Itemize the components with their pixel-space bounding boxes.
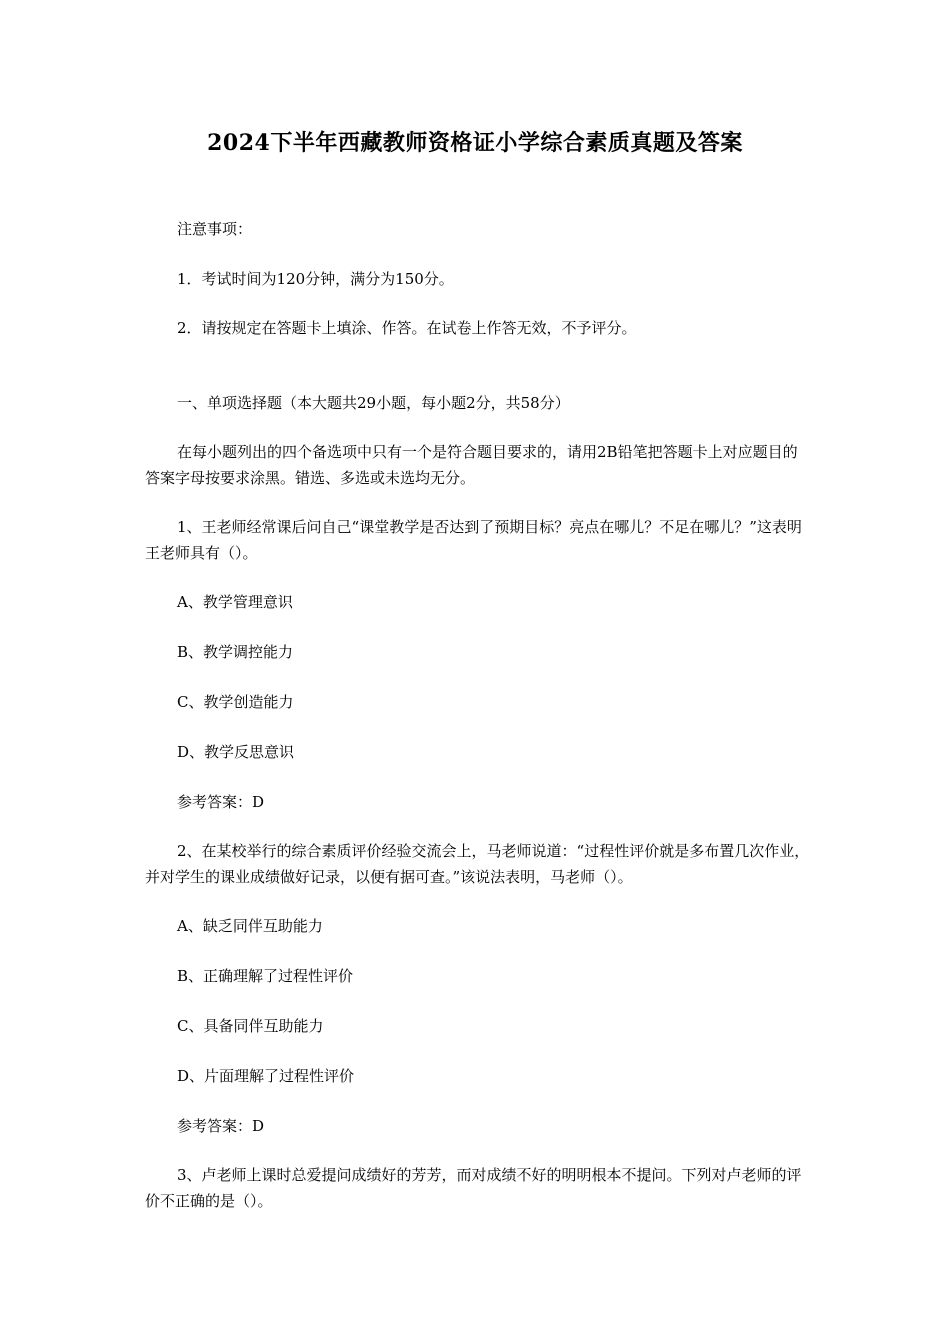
document-title: 2024下半年西藏教师资格证小学综合素质真题及答案 (207, 130, 743, 156)
question-2-option-d: D、片面理解了过程性评价 (177, 1067, 355, 1085)
question-1-option-b: B、教学调控能力 (177, 643, 294, 661)
question-2-option-c: C、具备同伴互助能力 (177, 1017, 324, 1035)
question-1-option-c: C、教学创造能力 (177, 693, 294, 711)
notice-item-1: 1．考试时间为120分钟，满分为150分。 (177, 270, 454, 288)
section-heading: 一、单项选择题（本大题共29小题，每小题2分，共58分） (177, 394, 570, 412)
section-instruction: 在每小题列出的四个备选项中只有一个是符合题目要求的，请用2B铅笔把答题卡上对应题目的答案字母按要求涂黑。错选、多选或未选均无分。 (145, 443, 798, 487)
question-3-stem: 3、卢老师上课时总爱提问成绩好的芳芳，而对成绩不好的明明根本不提问。下列对卢老师的评价不正确的是（）。 (145, 1166, 802, 1210)
notice-heading: 注意事项： (177, 220, 253, 238)
question-1-answer: 参考答案：D (177, 793, 265, 811)
question-2-answer: 参考答案：D (177, 1117, 265, 1135)
question-1-option-a: A、教学管理意识 (177, 593, 293, 611)
question-2-option-a: A、缺乏同伴互助能力 (177, 917, 323, 935)
question-2-stem: 2、在某校举行的综合素质评价经验交流会上，马老师说道：“过程性评价就是多布置几次作业，并对学生的课业成绩做好记录，以便有据可查。”该说法表明，马老师（）。 (145, 842, 810, 886)
notice-item-2: 2．请按规定在答题卡上填涂、作答。在试卷上作答无效，不予评分。 (177, 319, 637, 337)
question-1-option-d: D、教学反思意识 (177, 743, 295, 761)
question-2-option-b: B、正确理解了过程性评价 (177, 967, 354, 985)
question-1-stem: 1、王老师经常课后问自己“课堂教学是否达到了预期目标？亮点在哪儿？不足在哪儿？”这表明王老师具有（）。 (145, 518, 802, 562)
